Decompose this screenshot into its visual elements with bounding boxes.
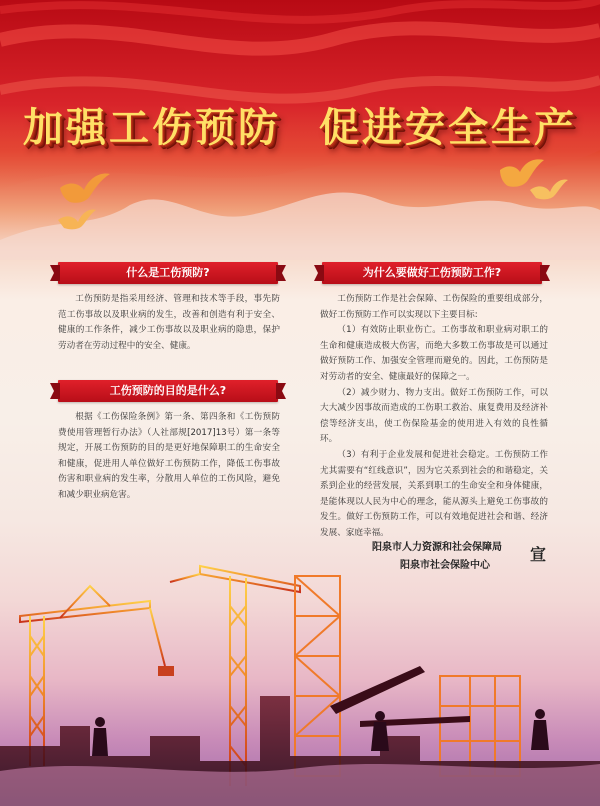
signature-org1: 阳泉市人力资源和社会保障局	[372, 542, 502, 553]
section2-body	[58, 410, 280, 504]
section1-text: 工伤预防是指采用经济、管理和技术等手段，事先防范工伤事故以及职业病的发生，改善和创造有利于安全、健康的工作条件，减少工伤事故以及职业病的隐患，保护劳动者在劳动过程中的安全、健康。	[58, 294, 280, 351]
section-heading-purpose	[58, 380, 278, 402]
section2-heading-text: 工伤预防的目的是什么?	[109, 384, 227, 397]
section3-intro: 工伤预防工作是社会保障、工伤保险的重要组成部分，做好工伤预防工作可以实现以下主要目标:	[320, 294, 548, 320]
section2-text: 根据《工伤保险条例》第一条、第四条和《工伤预防费使用管理暂行办法》（人社部规[2017]13号）第一条等规定，开展工伤预防的目的是更好地保障职工的生命安全和健康，促进用人单位做好工伤预防工作，降低工伤事故伤害和职业病的发生率，分散用人单位的工伤风险，避免和减少职业病危害。	[58, 412, 280, 500]
section-heading-why	[322, 262, 542, 284]
section3-item3: （3）有利于企业发展和促进社会稳定。工伤预防工作尤其需要有“红线意识”，因为它关系到社会的和谐稳定，关系到企业的经营发展，关系到职工的生命安全和身体健康，是能体现以人民为中心的理念，能从源头上避免工伤事故的发生。做好工伤预防工作，可以有效地促进社会和谐、经济发展、家庭幸福。	[320, 449, 548, 538]
section1-heading-text: 什么是工伤预防?	[126, 266, 210, 279]
signature-mark: 宣	[530, 545, 547, 564]
title-left: 加强工伤预防	[23, 105, 281, 151]
section1-body	[58, 292, 280, 354]
construction-crane-icon	[20, 586, 165, 766]
construction-silhouette	[0, 546, 600, 806]
section3-heading-text: 为什么要做好工伤预防工作?	[362, 266, 502, 279]
poster-title	[0, 96, 600, 153]
signature-org2: 阳泉市社会保险中心	[400, 560, 490, 571]
dove-icon	[490, 150, 570, 220]
section-heading-what-is	[58, 262, 278, 284]
section3-body	[320, 292, 548, 542]
dove-icon	[50, 160, 120, 240]
section3-item2: （2）减少财力、物力支出。做好工伤预防工作，可以大大减少因事故而造成的工伤职工救治、康复费用及经济补偿等经济支出，使工伤保险基金的使用进入有效的良性循环。	[320, 387, 548, 445]
title-right: 促进安全生产	[319, 105, 577, 151]
section3-item1: （1）有效防止职业伤亡。工伤事故和职业病对职工的生命和健康造成极大伤害，而绝大多数工伤事故是可以通过做好预防工作、加强安全管理而避免的。因此，工伤预防是对劳动者的安全、健康最好的保障之一。	[320, 325, 548, 382]
